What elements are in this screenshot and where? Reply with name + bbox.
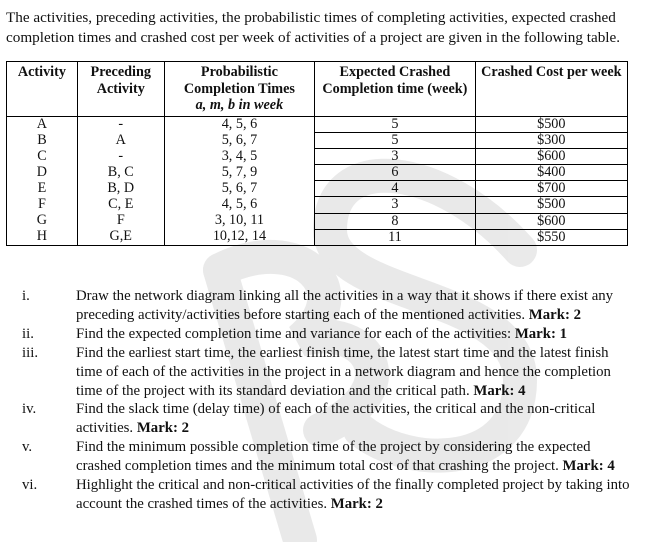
cell-times: 5, 7, 9 [164, 165, 315, 181]
cell-crashed: 5 [315, 133, 475, 149]
cell-times: 4, 5, 6 [164, 197, 315, 213]
cell-cost: $550 [475, 229, 627, 245]
cell-preceding: C, E [77, 197, 164, 213]
question-body: Find the expected completion time and variance for each of the activities: [76, 325, 512, 342]
question-mark: Mark: 4 [473, 382, 526, 399]
intro-paragraph: The activities, preceding activities, the probabilistic times of completing activities, expected crashed completion times and crashed cost per week of activities of a project are given in the following table. [6, 9, 621, 46]
question-item [22, 476, 632, 514]
table-row [7, 165, 628, 181]
header-cost: Crashed Cost per week [475, 62, 627, 117]
cell-activity: F [7, 197, 78, 213]
table-header-row [7, 62, 628, 117]
cell-preceding: G,E [77, 229, 164, 245]
header-probabilistic-sub: a, m, b in week [195, 97, 284, 113]
cell-cost: $700 [475, 181, 627, 197]
cell-preceding: B, C [77, 165, 164, 181]
question-item [22, 344, 632, 401]
question-mark: Mark: 2 [136, 420, 190, 437]
question-item [22, 400, 632, 438]
cell-preceding: - [77, 149, 164, 165]
question-item [22, 325, 632, 344]
question-body: Find the slack time (delay time) of each of the activities, the critical and the non-critical activities. [76, 401, 596, 437]
cell-crashed: 6 [315, 165, 475, 181]
header-expected: Expected Crashed Completion time (week) [315, 62, 475, 117]
table-row [7, 149, 628, 165]
question-text [76, 287, 632, 325]
header-probabilistic-main: Probabilistic Completion Times [183, 64, 295, 97]
cell-cost: $500 [475, 117, 627, 133]
cell-preceding: B, D [77, 181, 164, 197]
question-number: ii. [22, 325, 34, 342]
cell-cost: $600 [475, 149, 627, 165]
question-item [22, 287, 632, 325]
header-activity: Activity [7, 62, 78, 117]
question-body: Draw the network diagram linking all the activities in a way that it shows if there exist any preceding activity/activities before starting each of the mentioned activities. [76, 288, 614, 323]
question-body: Find the earliest start time, the earliest finish time, the latest start time and the latest finish time of each of the activities in the project in a network diagram and hence the completion time of the project with its standard deviation and the critical path. [76, 344, 611, 399]
cell-activity: C [7, 149, 78, 165]
cell-times: 5, 6, 7 [164, 181, 315, 197]
cell-crashed: 3 [315, 149, 475, 165]
cell-crashed: 8 [315, 213, 475, 229]
question-text [76, 438, 632, 476]
question-number: i. [22, 288, 30, 304]
question-mark: Mark: 4 [562, 458, 615, 475]
cell-times: 4, 5, 6 [164, 117, 315, 133]
table-row [7, 197, 628, 213]
question-body: Highlight the critical and non-critical activities of the finally completed project by taking into account the crashed times of the activities. [76, 477, 630, 512]
cell-activity: E [7, 181, 78, 197]
activity-table [6, 61, 628, 246]
question-mark: Mark: 2 [528, 306, 581, 323]
question-mark: Mark: 1 [514, 325, 567, 342]
cell-cost: $300 [475, 133, 627, 149]
table-row [7, 117, 628, 133]
table-row [7, 133, 628, 149]
question-number: iii. [22, 344, 39, 361]
cell-cost: $500 [475, 197, 627, 213]
question-number: v. [22, 439, 33, 456]
cell-activity: B [7, 133, 78, 149]
cell-cost: $400 [475, 165, 627, 181]
cell-activity: D [7, 165, 78, 181]
question-number: iv. [22, 401, 37, 418]
table-row [7, 213, 628, 229]
cell-times: 5, 6, 7 [164, 133, 315, 149]
header-probabilistic [164, 62, 315, 117]
table-row [7, 181, 628, 197]
cell-cost: $600 [475, 213, 627, 229]
cell-preceding: F [77, 213, 164, 229]
cell-preceding: A [77, 133, 164, 149]
question-number: vi. [22, 477, 38, 494]
question-text [76, 344, 632, 401]
header-preceding: Preceding Activity [77, 62, 164, 117]
cell-activity: A [7, 117, 78, 133]
cell-times: 10,12, 14 [164, 229, 315, 245]
cell-preceding: - [77, 117, 164, 133]
cell-crashed: 5 [315, 117, 475, 133]
question-text [76, 325, 632, 344]
cell-times: 3, 4, 5 [164, 149, 315, 165]
question-mark: Mark: 2 [330, 495, 383, 512]
cell-crashed: 11 [315, 229, 475, 245]
cell-times: 3, 10, 11 [164, 213, 315, 229]
question-body: Find the minimum possible completion time of the project by considering the expected crashed completion times and the minimum total cost of that crashing the project. [76, 439, 591, 475]
cell-crashed: 4 [315, 181, 475, 197]
question-list [22, 287, 632, 514]
question-text [76, 400, 632, 438]
question-item [22, 438, 632, 476]
question-text [76, 476, 632, 514]
table-row [7, 229, 628, 245]
cell-activity: G [7, 213, 78, 229]
cell-crashed: 3 [315, 197, 475, 213]
cell-activity: H [7, 229, 78, 245]
